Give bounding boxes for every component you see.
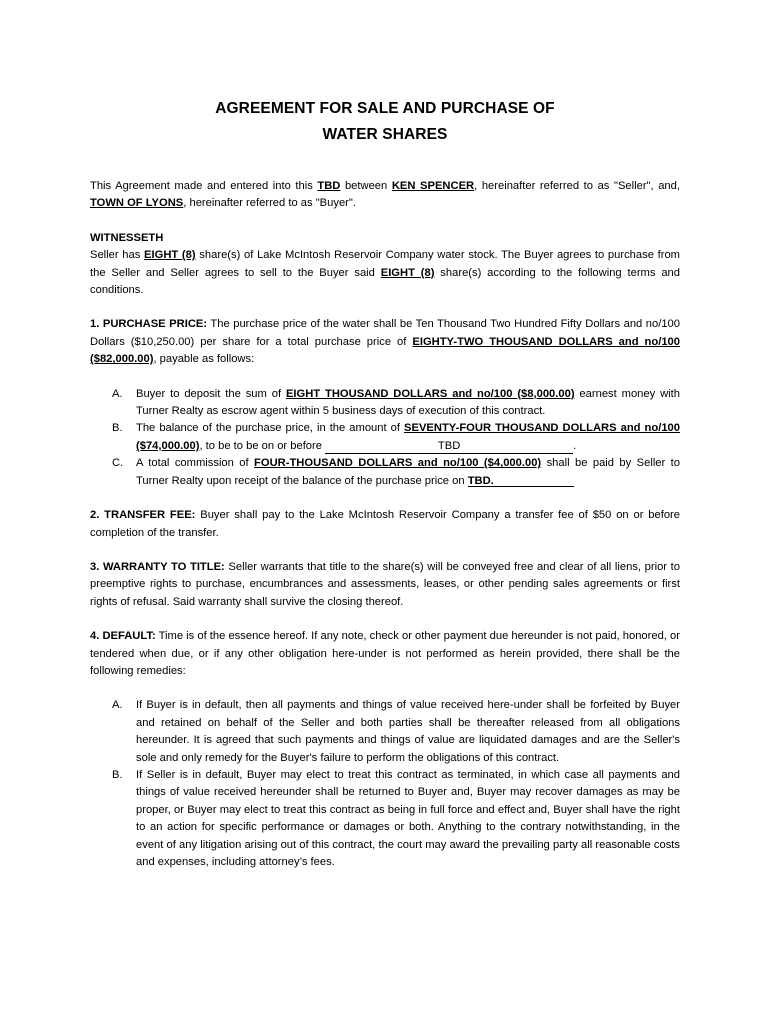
section-purchase-price [90,316,680,368]
agreement-date: TBD [317,180,341,192]
list-item-text: If Seller is in default, Buyer may elect to treat this contract as terminated, in which case all payments and things of value received hereunder shall be returned to Buyer and, Buyer may recover damages as may be proper, or Buyer may elect to treat this contract as being in full force and effect and, Buyer shall have the right to an action for specific performance or damages or both. Anything to the contrary notwithstanding, in the event of any litigation arising out of this contract, the court may award the prevailing party all reasonable costs and expenses, including attorney’s fees. [136,768,680,868]
list-item [112,455,680,490]
section-transfer-fee [90,507,680,542]
section-heading: 3. WARRANTY TO TITLE: [90,560,225,573]
list-marker: C. [112,457,124,470]
total-purchase-price: EIGHTY-TWO THOUSAND DOLLARS and no/100 ($82,000.00) [90,335,680,366]
intro-paragraph [90,178,680,213]
commission-date-field[interactable]: TBD. [468,473,574,487]
list-item-text: If Buyer is in default, then all payments and things of value received here-under shall be forfeited by Buyer and retained on behalf of the Seller and both parties shall be thereafter released from all obligations hereunder. It is agreed that such payments and things of value are liquidated damages and are the Seller's sole and only remedy for the Buyer's failure to perform the obligations of this contract. [136,699,680,764]
witnesseth-heading [90,230,680,247]
section-text: Time is of the essence hereof. If any note, check or other payment due hereunder is not paid, honored, or tendered when due, or if any other obligation here-under is not performed as herein provided, there shall be the following remedies: [90,630,680,677]
section-heading: 4. DEFAULT: [90,630,156,643]
list-item [112,386,680,421]
section-text: Buyer shall pay to the Lake McIntosh Reservoir Company a transfer fee of $50 on or before completion of the transfer. [90,509,680,539]
witnesseth-text: Seller has [90,249,145,262]
title-line-2: WATER SHARES [322,126,448,143]
intro-text: This Agreement made and entered into this [90,180,318,192]
list-marker: A. [112,699,123,712]
section-heading: 1. PURCHASE PRICE: [90,318,208,331]
witnesseth-text: share(s) of Lake McIntosh Reservoir Company water stock. The Buyer agrees to purchase from the Seller and Seller agrees to sell to the Buyer said [90,249,680,279]
earnest-money-amount: EIGHT THOUSAND DOLLARS and no/100 ($8,000.00) [285,387,575,400]
list-item-text: The balance of the purchase price, in the amount of [136,422,405,435]
seller-name: KEN SPENCER [391,180,475,192]
balance-amount: SEVENTY-FOUR THOUSAND DOLLARS and no/100 ($74,000.00) [136,422,680,452]
witnesseth-paragraph [90,247,680,299]
commission-amount: FOUR-THOUSAND DOLLARS and no/100 ($4,000.00) [254,457,542,470]
intro-text: between [340,180,392,192]
title-line-1: AGREEMENT FOR SALE AND PURCHASE OF [215,100,555,117]
section-heading: 2. TRANSFER FEE: [90,509,196,522]
list-item [112,767,680,871]
intro-text: , hereinafter referred to as "Seller", and, [474,180,680,192]
list-item-text: A total commission of [136,457,255,470]
section-text: , payable as follows: [153,353,255,366]
list-item-text: shall be paid by Seller to Turner Realty upon receipt of the balance of the purchase price on [136,457,680,487]
list-item-text: Buyer to deposit the sum of [136,387,286,400]
intro-text: , hereinafter referred to as "Buyer". [183,197,356,210]
list-item [112,697,680,767]
remedies-list [90,697,680,871]
list-marker: B. [112,422,123,435]
section-default [90,628,680,680]
section-warranty-to-title [90,559,680,611]
buyer-name: TOWN OF LYONS [90,197,184,210]
section-text: Seller warrants that title to the share(s) will be conveyed free and clear of all liens, prior to preemptive rights to purchase, encumbrances and assessments, leases, or other pending sales agreements or first rights of refusal. Said warranty shall survive the closing thereof. [90,560,680,608]
share-count-2: EIGHT (8) [380,266,435,279]
witnesseth-text: share(s) according to the following terms and conditions. [90,266,680,297]
payment-terms-list [90,386,680,490]
list-item-text: , to be to be on or before [199,439,326,452]
due-date-field[interactable]: TBD [325,440,573,454]
section-text: The purchase price of the water shall be Ten Thousand Two Hundred Fifty Dollars and no/100 Dollars ($10,250.00) per share for a total purchase price of [90,318,681,348]
list-item-text: . [573,439,577,452]
list-item-text: earnest money with Turner Realty as escrow agent within 5 business days of execution of this contract. [136,387,680,418]
share-count: EIGHT (8) [144,249,196,262]
list-item [112,420,680,455]
document-title [90,96,680,148]
list-marker: A. [112,387,123,400]
witnesseth-heading-text: WITNESSETH [90,231,164,244]
list-marker: B. [112,768,123,781]
